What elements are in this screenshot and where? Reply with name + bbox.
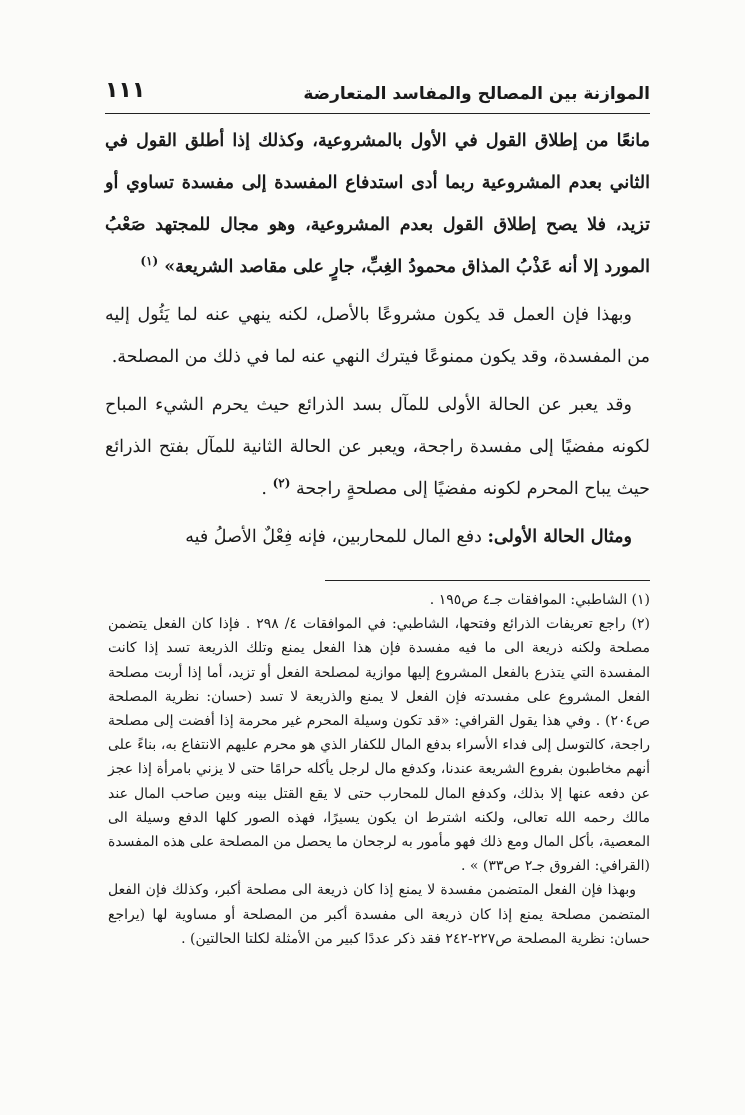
footnote-separator	[325, 580, 650, 581]
header-rule	[105, 113, 650, 114]
running-header	[105, 78, 650, 112]
paragraph-3	[105, 516, 650, 558]
footnote-2-continuation: وبهذا فإن الفعل المتضمن مفسدة لا يمنع إذا كان ذريعة الى مصلحة أكبر، وكذلك فإن الفعل المتضمن مصلحة يمنع إذا كان ذريعة الى مفسدة أكبر من المصلحة أو مساوية لها (يراجع حسان: نظرية المصلحة ص٢٢٧-٢٤٢ فقد ذكر عددًا كبير من الأمثلة لكلتا الحالتين) .	[108, 882, 650, 947]
footnote-ref-2: (٢)	[272, 476, 291, 491]
paragraph-2: وقد يعبر عن الحالة الأولى للمآل بسد الذرائع حيث يحرم الشيء المباح لكونه مفضيًا إلى مفسدة راجحة، ويعبر عن الحالة الثانية للمآل بفتح الذرائع حيث يباح المحرم لكونه مفضيًا إلى مصلحةٍ راجحة $^{(٢)}$ .	[105, 395, 650, 499]
paragraph-3-lead: ومثال الحالة الأولى:	[487, 527, 632, 547]
footnote-2: (٢) راجع تعريفات الذرائع وفتحها، الشاطبي: في الموافقات ٤/ ٢٩٨ . فإذا كان الفعل يتضمن مصلحة ولكنه ذريعة الى ما فيه مفسدة فإن هذا الفعل يمنع وتلك الذريعة تسد إذا كانت المفسدة التي يتذرع بالفعل المشروع إليها موازية لمصلحة الفعل أو تزيد، أما إذا أربت مصلحة الفعل المشروع على مفسدته فإن الفعل لا يمنع والذريعة لا تسد (حسان: نظرية المصلحة ص٢٠٤) . وفي هذا يقول القرافي: «قد تكون وسيلة المحرم غير محرمة إذا أفضت إلى مصلحة راجحة، كالتوسل إلى فداء الأسراء بدفع المال للكفار الذي هو محرم عليهم الانتفاع به، بناءً على أنهم مخاطبون بفروع الشريعة عندنا، وكدفع مال لرجل يأكله حرامًا حتى لا يزني بامرأة إذا عجز عن دفعه عنها إلا بذلك، وكدفع المال للمحارب حتى لا يقع القتل بينه وبين صاحب المال عند مالك رحمه الله تعالى، ولكنه اشترط ان يكون يسيرًا، فهذه الصور كلها الدفع وسيلة الى المعصية، بأكل المال ومع ذلك فهو مأمور به لرجحان ما يحصل من المصلحة على هذه المفسدة (القرافي: الفروق جـ٢ ص٣٣) » .	[108, 616, 650, 875]
footnote-ref-1: (١)	[140, 254, 159, 269]
quote-text: مانعًا من إطلاق القول في الأول بالمشروعية، وكذلك إذا أطلق القول في الثاني بعدم المشروعية ربما أدى استدفاع المفسدة إلى مفسدة تساوي أو تزيد، فلا يصح إطلاق القول بعدم المشروعية، وهو مجال للمجتهد صَعْبُ المورد إلا أنه عَذْبُ المذاق محمودُ الغِبِّ، جارٍ على مقاصد الشريعة»	[105, 131, 650, 277]
main-text	[105, 120, 650, 558]
footnotes	[108, 588, 650, 951]
footnote-1: (١) الشاطبي: الموافقات جـ٤ ص١٩٥ .	[429, 592, 650, 608]
page-number: ١١١	[105, 78, 146, 103]
header-title: الموازنة بين المصالح والمفاسد المتعارضة	[303, 84, 650, 104]
paragraph-2-text: وقد يعبر عن الحالة الأولى للمآل بسد الذرائع حيث يحرم الشيء المباح لكونه مفضيًا إلى مفسدة راجحة، ويعبر عن الحالة الثانية للمآل بفتح الذرائع حيث يباح المحرم لكونه مفضيًا إلى مصلحةٍ راجحة	[105, 395, 650, 499]
paragraph-1: وبهذا فإن العمل قد يكون مشروعًا بالأصل، لكنه ينهي عنه لما يَئُول إليه من المفسدة، وقد يكون ممنوعًا فيترك النهي عنه لما في ذلك من المصلحة.	[105, 305, 650, 367]
quote-paragraph	[105, 120, 650, 288]
paragraph-3-text: دفع المال للمحاربين، فإنه فِعْلٌ الأصلُ فيه	[185, 527, 482, 547]
